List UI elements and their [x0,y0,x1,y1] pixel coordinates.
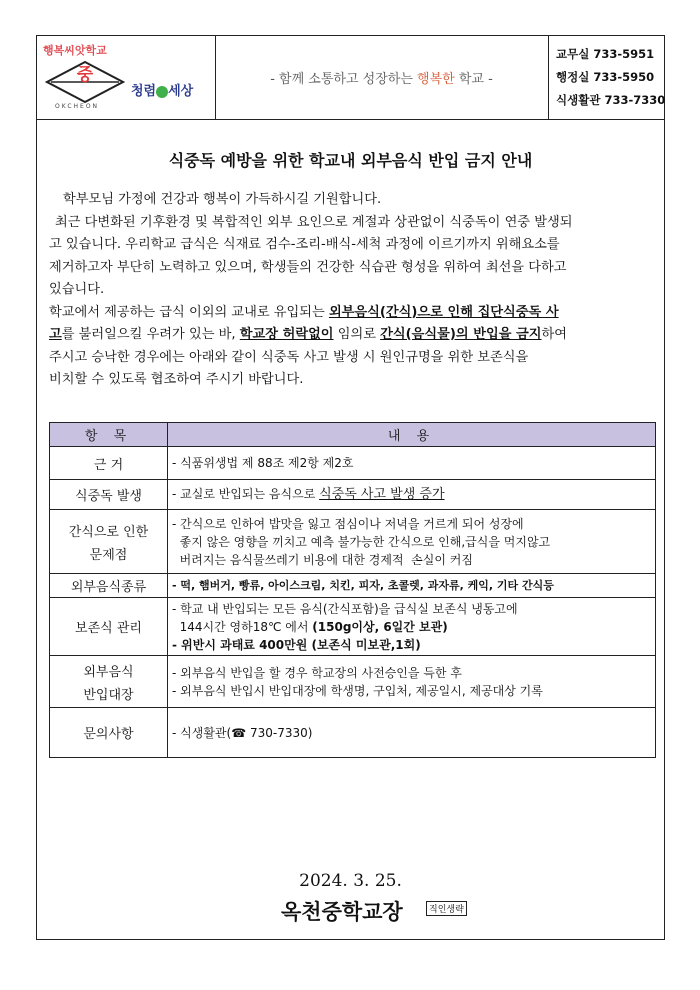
logo-cell [37,36,216,119]
table-row [50,574,656,598]
notice-page [36,35,665,940]
principal-signature: 옥천중학교장 [281,899,403,924]
row-value: - 학교 내 반입되는 모든 음식(간식포함)을 급식실 보존식 냉동고에 144시간 영하18℃ 에서 (150g이상, 6일간 보관) - 위반시 과태료 400만원 (보존식 미보관,1회) [168,598,656,656]
body-line: 주시고 승낙한 경우에는 아래와 같이 식중독 사고 발생 시 원인규명을 위한 보존식을 [49,349,529,365]
header-item: 항 목 [50,423,168,447]
body-line: 비치할 수 있도록 협조하여 주시기 바랍니다. [49,372,304,387]
row-value: - 교실로 반입되는 음식으로 식중독 사고 발생 증가 [168,480,656,510]
integrity-dot-icon [156,86,168,98]
table-header-row [50,423,656,447]
slogan-cell [215,36,549,119]
notice-body [49,189,656,392]
table-row [50,447,656,480]
row-key: 외부음식 반입대장 [50,656,168,708]
school-slogan: - 함께 소통하고 성장하는 행복한 학교 - [270,72,493,87]
row-key: 근 거 [50,447,168,480]
body-line: 제거하고자 부단히 노력하고 있으며, 학생들의 건강한 식습관 형성을 위하여 최선을 다하고 [49,259,567,275]
row-key: 식중독 발생 [50,480,168,510]
table-row [50,510,656,574]
row-value: - 외부음식 반입을 할 경우 학교장의 사전승인을 득한 후 - 외부음식 반입시 반입대장에 학생명, 구입처, 제공일시, 제공대상 기록 [168,656,656,708]
happy-seed-school-logo: 행복씨앗학교 [43,44,107,57]
letterhead [37,36,664,120]
row-key: 보존식 관리 [50,598,168,656]
notice-title: 식중독 예방을 위한 학교내 외부음식 반입 금지 안내 [168,151,533,170]
body-line: 학부모님 가정에 건강과 행복이 가득하시길 기원합니다. [63,192,382,207]
row-value: - 식생활관(☎ 730-7330) [168,708,656,758]
contact-cell [548,36,664,119]
header-content: 내 용 [168,423,656,447]
contact-line: 행정실 733-5950 [556,70,655,84]
body-line: 고를 불러일으킬 우려가 있는 바, 학교장 허락없이 임의로 간식(음식물)의 반입을 금지하여 [49,327,568,342]
integrity-logo: 청렴 세상 [131,84,194,99]
body-line: 있습니다. [49,282,105,297]
seal-omitted-note: 직인생략 [426,901,467,916]
row-value: - 식품위생법 제 88조 제2항 제2호 [168,447,656,480]
body-line: 최근 다변화된 기후환경 및 복합적인 외부 요인으로 계절과 상관없이 식중독이 연중 발생되 [55,214,573,230]
table-row [50,708,656,758]
table-row [50,656,656,708]
row-key: 간식으로 인한 문제점 [50,510,168,574]
table-row [50,480,656,510]
table-row [50,598,656,656]
emblem-char: 중 [76,65,94,85]
school-emblem-icon [45,60,125,104]
row-key: 외부음식종류 [50,574,168,598]
body-line: 고 있습니다. 우리학교 급식은 식재료 검수-조리-배식-세척 과정에 이르기까지 위해요소를 [49,237,560,252]
info-table [49,422,656,758]
body-line: 학교에서 제공하는 급식 이외의 교내로 유입되는 외부음식(간식)으로 인해 집단식중독 사 [49,304,559,320]
row-value: - 간식으로 인하여 밥맛을 잃고 점심이나 저녁을 거르게 되어 성장에 좋지 않은 영향을 끼치고 예측 불가능한 간식으로 인해,급식을 먹지않고 버려지는 음식물쓰레기 비용에 대한 경제적 손실이 커짐 [168,510,656,574]
contact-line: 교무실 733-5951 [556,47,655,61]
row-key: 문의사항 [50,708,168,758]
contact-line: 식생활관 733-7330 [556,93,666,107]
emblem-caption: OKCHEON [55,103,100,110]
row-value: - 떡, 햄버거, 빵류, 아이스크림, 치킨, 피자, 초콜렛, 과자류, 케익, 기타 간식등 [168,574,656,598]
notice-date: 2024. 3. 25. [299,871,402,891]
